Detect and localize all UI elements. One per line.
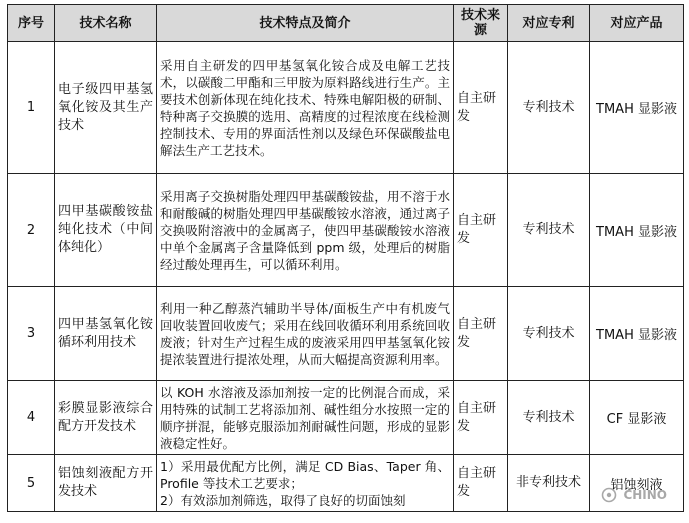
cell-product: 铝蚀刻液 [590, 455, 684, 512]
cell-patent: 专利技术 [508, 174, 590, 287]
header-product: 对应产品 [590, 5, 684, 42]
cell-source: 自主研发 [454, 42, 508, 174]
cell-product: CF 显影液 [590, 381, 684, 455]
cell-product: TMAH 显影液 [590, 287, 684, 381]
table-row [8, 42, 684, 174]
cell-source: 自主研发 [454, 174, 508, 287]
cell-patent: 专利技术 [508, 42, 590, 174]
table-row [8, 287, 684, 381]
cell-no: 5 [8, 455, 55, 512]
cell-no: 3 [8, 287, 55, 381]
cell-no: 1 [8, 42, 55, 174]
cell-features: 采用自主研发的四甲基氢氧化铵合成及电解工艺技术，以碳酸二甲酯和三甲胺为原料路线进行生产。主要技术创新体现在纯化技术、特殊电解阳极的研制、特种离子交换膜的选用、高精度的过程浓度在线检测控制技术、专用的界面活性剂以及绿色环保碳酸盐电解法生产工艺技术。 [157, 42, 454, 174]
cell-source: 自主研发 [454, 455, 508, 512]
table-header-row [8, 5, 684, 42]
cell-features: 以 KOH 水溶液及添加剂按一定的比例混合而成，采用特殊的试制工艺将添加剂、碱性组分水按照一定的顺序拼混，能够克服添加剂耐碱性问题，形成的显影液稳定性好。 [157, 381, 454, 455]
cell-no: 2 [8, 174, 55, 287]
table-row [8, 381, 684, 455]
cell-features: 利用一种乙醇蒸汽辅助半导体/面板生产中有机废气回收装置回收废气；采用在线回收循环利用系统回收废液；针对生产过程生成的废液采用四甲基氢氧化铵提浓装置进行提浓处理，从而大幅提高资源利用率。 [157, 287, 454, 381]
cell-features: 1）采用最优配方比例，满足 CD Bias、Taper 角、Profile 等技术工艺要求； 2）有效添加剂筛选，取得了良好的切面蚀刻 [157, 455, 454, 512]
watermark [601, 487, 667, 503]
header-no: 序号 [8, 5, 55, 42]
cell-patent: 专利技术 [508, 287, 590, 381]
header-features: 技术特点及简介 [157, 5, 454, 42]
watermark-text: CHINO [623, 488, 667, 502]
cell-name: 四甲基碳酸铵盐纯化技术（中间体纯化） [55, 174, 157, 287]
table-row [8, 174, 684, 287]
cell-features: 采用离子交换树脂处理四甲基碳酸铵盐，用不溶于水和耐酸碱的树脂处理四甲基碳酸铵水溶液，通过离子交换吸附溶液中的金属离子，使四甲基碳酸铵水溶液中单个金属离子含量降低到 ppm 级，处理后的树脂经过酸处理再生，可以循环利用。 [157, 174, 454, 287]
cell-no: 4 [8, 381, 55, 455]
table-row [8, 455, 684, 512]
watermark-logo-icon [601, 487, 617, 503]
cell-name: 彩膜显影液综合配方开发技术 [55, 381, 157, 455]
cell-patent: 非专利技术 [508, 455, 590, 512]
header-patent: 对应专利 [508, 5, 590, 42]
cell-name: 铝蚀刻液配方开发技术 [55, 455, 157, 512]
header-name: 技术名称 [55, 5, 157, 42]
cell-name: 四甲基氢氧化铵循环利用技术 [55, 287, 157, 381]
cell-name: 电子级四甲基氢氧化铵及其生产技术 [55, 42, 157, 174]
cell-patent: 专利技术 [508, 381, 590, 455]
header-source: 技术来源 [454, 5, 508, 42]
cell-source: 自主研发 [454, 287, 508, 381]
cell-product: TMAH 显影液 [590, 174, 684, 287]
cell-product: TMAH 显影液 [590, 42, 684, 174]
cell-source: 自主研发 [454, 381, 508, 455]
technology-table [7, 4, 684, 512]
